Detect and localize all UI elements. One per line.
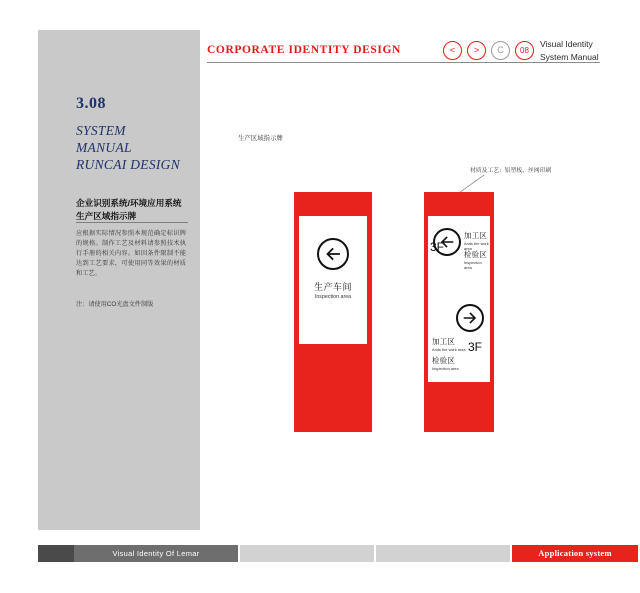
sidebar-description: 应根据实际情况参照本规范确定标识牌的规格。制作工艺及材料请参照技术执行手册的相关内容。如因条件限制不能达到工艺要求，可使用同等效果的材质和工艺。	[76, 230, 186, 277]
system-manual-line2: MANUAL	[76, 140, 132, 155]
next-icon[interactable]: >	[467, 41, 486, 60]
sidebar-cn-subtitle: 生产区域指示牌	[76, 211, 137, 221]
sign-b-bottom-en-2: Inspection area	[432, 366, 459, 371]
sign-b-top-cn-2: 检验区	[464, 250, 488, 259]
header-nav	[443, 41, 535, 61]
sign-b-top-cn-1: 加工区	[464, 231, 488, 240]
page-title: CORPORATE IDENTITY DESIGN	[207, 44, 401, 56]
sidebar-cn-title: 企业识别系统/环境应用系统	[76, 198, 182, 208]
sign-a-en-text: Inspection area	[314, 294, 352, 300]
footer-segment-5	[512, 545, 638, 562]
sign-b-panel	[428, 216, 490, 382]
sign-b-top-en-2: Inspection area	[464, 260, 482, 270]
prev-icon[interactable]: <	[443, 41, 462, 60]
page-number-badge: 08	[515, 41, 534, 60]
sidebar-panel	[38, 30, 200, 530]
system-manual-label	[76, 122, 180, 173]
section-number: 3.08	[76, 95, 106, 112]
sign-board-a	[294, 192, 372, 432]
sign-a-cn-text: 生产车间	[313, 282, 352, 292]
footer-segment-1	[38, 545, 74, 562]
system-manual-line1: SYSTEM	[76, 123, 126, 138]
arrow-right-icon	[456, 304, 484, 332]
sign-b-bottom-en-1: Ands the work area	[432, 347, 466, 352]
sign-b-bottom-floor: 3F	[468, 340, 483, 354]
footer-segment-4	[376, 545, 510, 562]
sign-b-top-en-1: Ands the work area	[464, 241, 489, 251]
footer-bar	[38, 545, 612, 562]
header-right-line2: System Manual	[540, 51, 599, 62]
sign-board-b	[424, 192, 494, 432]
sidebar-divider	[76, 222, 188, 223]
sign-b-bottom-cn-1: 加工区	[432, 337, 456, 346]
footer-segment-2	[74, 545, 238, 562]
arrow-left-icon	[317, 238, 349, 270]
sign-b-top-floor: 3F	[430, 240, 445, 254]
copyright-icon: C	[491, 41, 510, 60]
material-caption: 材质及工艺：铝塑板、丝网印刷	[470, 168, 552, 174]
drawing-caption: 生产区域指示牌	[238, 135, 283, 142]
footer-left-label: Visual Identity Of Lemar	[112, 549, 200, 558]
header-right-label	[540, 38, 599, 63]
system-manual-line3: RUNCAI DESIGN	[76, 157, 181, 172]
sign-a-panel	[299, 216, 367, 344]
header-right-line1: Visual Identity	[540, 39, 593, 49]
sign-b-bottom-cn-2: 检验区	[432, 356, 456, 365]
footer-right-label: Application system	[538, 548, 612, 558]
sidebar-note: 注：请使用CO光盘文件制版	[76, 301, 154, 308]
footer-segment-3	[240, 545, 374, 562]
